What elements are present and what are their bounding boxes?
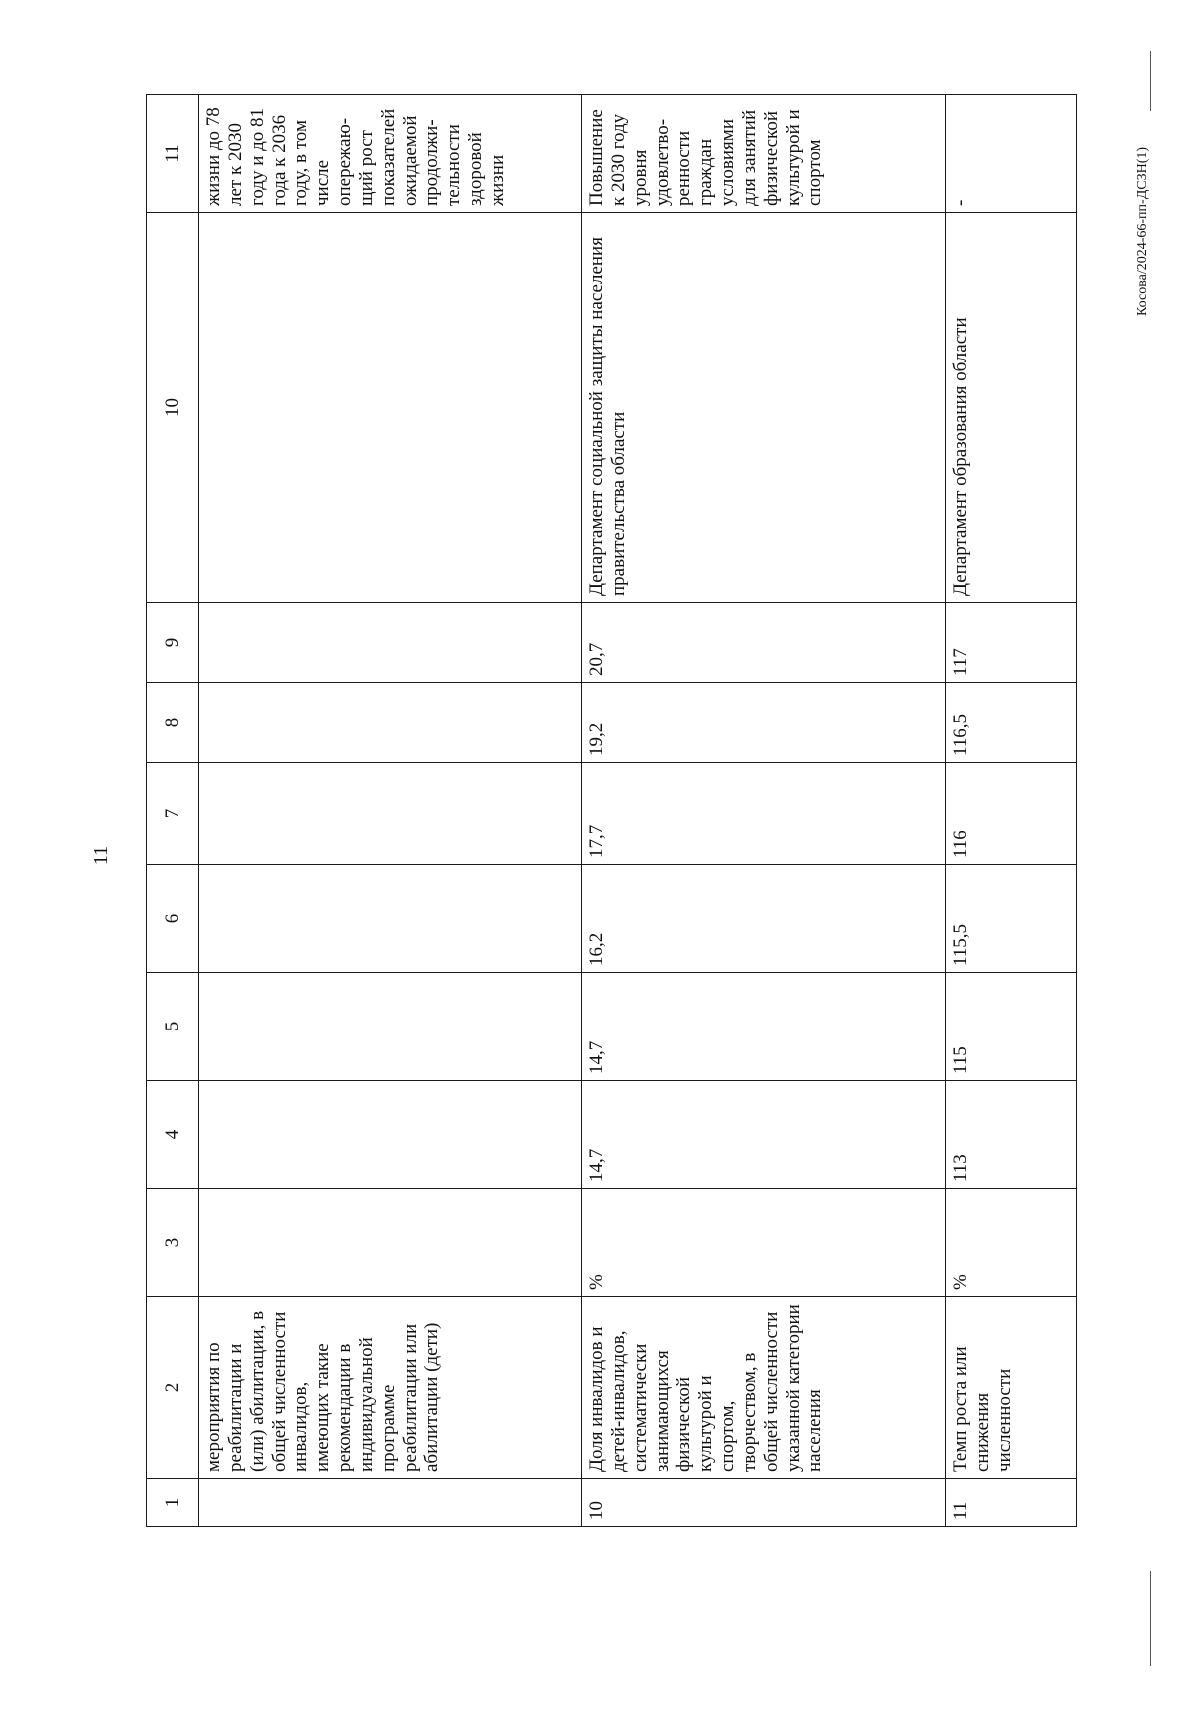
row-number-cell: 11 xyxy=(946,1479,1077,1527)
value-cell xyxy=(199,603,582,683)
goal-link-cell: Повышение к 2030 году уровня удовлетво-ренности граждан условиями для занятий физической культурой и спортом xyxy=(582,95,946,213)
header-cell: 8 xyxy=(147,683,199,763)
value-cell: 116,5 xyxy=(946,683,1077,763)
value-cell xyxy=(199,763,582,865)
page-number: 11 xyxy=(90,845,112,866)
table-row xyxy=(946,95,1077,1527)
value-cell: 19,2 xyxy=(582,683,946,763)
unit-cell: % xyxy=(946,1189,1077,1297)
header-cell: 3 xyxy=(147,1189,199,1297)
goal-link-cell: жизни до 78 лет к 2030 году и до 81 года к 2036 году, в том числе опережаю-щий рост показателей ожидаемой продолжи-тельности здоровой жизни xyxy=(199,95,582,213)
row-number-cell: 10 xyxy=(582,1479,946,1527)
header-cell: 5 xyxy=(147,973,199,1081)
responsible-cell: Департамент образования области xyxy=(946,213,1077,603)
value-cell: 14,7 xyxy=(582,973,946,1081)
table-header-row xyxy=(147,95,199,1527)
header-cell: 6 xyxy=(147,865,199,973)
value-cell: 115,5 xyxy=(946,865,1077,973)
value-cell xyxy=(199,1081,582,1189)
table-row xyxy=(199,95,582,1527)
responsible-cell xyxy=(199,213,582,603)
header-cell: 4 xyxy=(147,1081,199,1189)
header-cell: 1 xyxy=(147,1479,199,1527)
value-cell: 14,7 xyxy=(582,1081,946,1189)
header-cell: 2 xyxy=(147,1297,199,1479)
indicator-name-cell: мероприятия по реабилитации и (или) абилитации, в общей численности инвалидов, имеющих такие рекомендации в индивидуальной программе реабилитации или абилитации (дети) xyxy=(199,1297,582,1479)
document-code: Косова/2024-66-пп-ДСЗН(1) xyxy=(1135,146,1150,316)
indicators-table xyxy=(146,94,1077,1527)
value-cell: 116 xyxy=(946,763,1077,865)
header-cell: 9 xyxy=(147,603,199,683)
value-cell: 17,7 xyxy=(582,763,946,865)
indicator-name-cell: Темп роста или снижения численности xyxy=(946,1297,1077,1479)
value-cell: 20,7 xyxy=(582,603,946,683)
value-cell: 117 xyxy=(946,603,1077,683)
indicator-name-cell: Доля инвалидов и детей-инвалидов, систематически занимающихся физической культурой и спортом, творчеством, в общей численности указанной категории населения xyxy=(582,1297,946,1479)
unit-cell xyxy=(199,1189,582,1297)
header-cell: 11 xyxy=(147,95,199,213)
goal-link-cell: - xyxy=(946,95,1077,213)
header-cell: 10 xyxy=(147,213,199,603)
unit-cell: % xyxy=(582,1189,946,1297)
divider xyxy=(1150,1571,1151,1666)
value-cell: 16,2 xyxy=(582,865,946,973)
table-row xyxy=(582,95,946,1527)
row-number-cell xyxy=(199,1479,582,1527)
value-cell xyxy=(199,973,582,1081)
responsible-cell: Департамент социальной защиты населения правительства области xyxy=(582,213,946,603)
value-cell xyxy=(199,683,582,763)
divider xyxy=(1150,51,1151,111)
value-cell: 115 xyxy=(946,973,1077,1081)
value-cell xyxy=(199,865,582,973)
header-cell: 7 xyxy=(147,763,199,865)
value-cell: 113 xyxy=(946,1081,1077,1189)
